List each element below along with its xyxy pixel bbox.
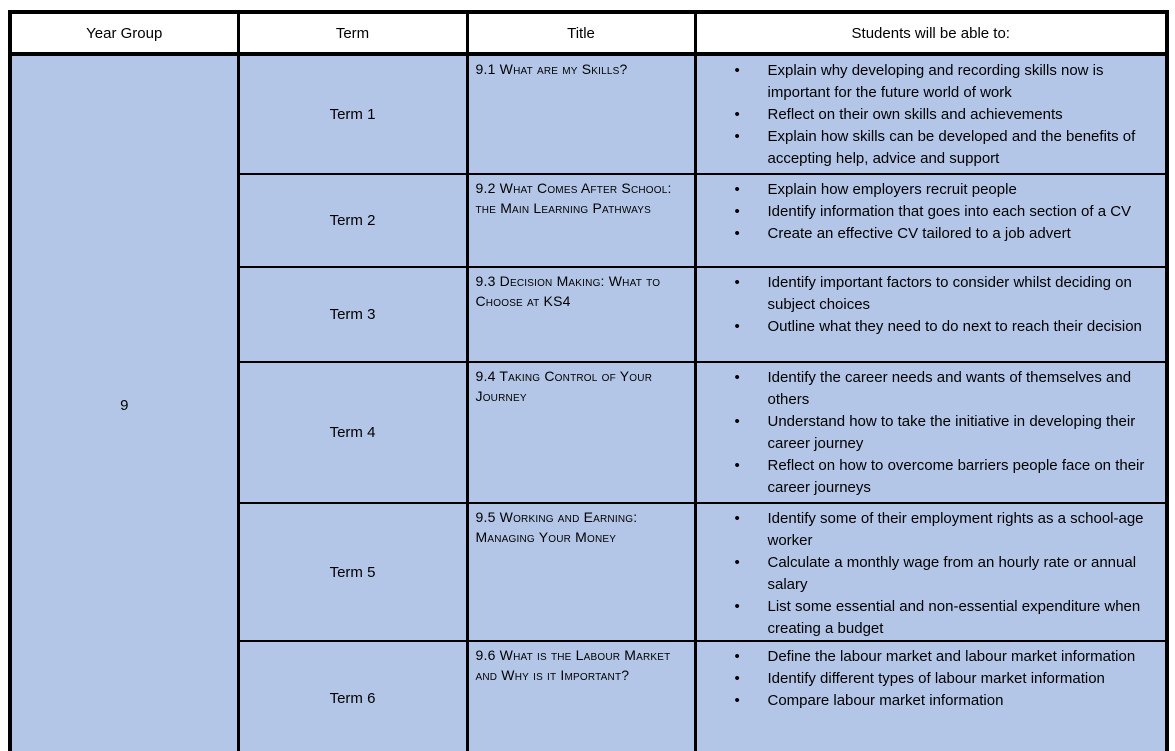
outcomes-cell <box>695 174 1167 267</box>
title-cell: 9.4 Taking Control of Your Journey <box>467 362 695 503</box>
term-cell: Term 2 <box>238 174 467 267</box>
term-cell: Term 3 <box>238 267 467 362</box>
header-outcomes: Students will be able to: <box>695 12 1167 54</box>
outcome-item: • Explain how employers recruit people <box>697 179 1158 201</box>
outcome-item: • Compare labour market information <box>697 690 1158 712</box>
outcomes-cell <box>695 54 1167 174</box>
outcomes-list <box>697 367 1166 499</box>
outcomes-list <box>697 179 1166 245</box>
outcome-item: • List some essential and non-essential expenditure when creating a budget <box>697 596 1158 640</box>
outcomes-cell <box>695 362 1167 503</box>
title-cell: 9.2 What Comes After School: the Main Learning Pathways <box>467 174 695 267</box>
term-cell: Term 6 <box>238 641 467 751</box>
outcome-item: • Identify some of their employment rights as a school-age worker <box>697 508 1158 552</box>
outcome-item: • Reflect on their own skills and achievements <box>697 104 1158 126</box>
title-cell: 9.1 What are my Skills? <box>467 54 695 174</box>
outcome-item: • Outline what they need to do next to reach their decision <box>697 316 1158 338</box>
year-group-cell: 9 <box>10 54 238 751</box>
header-year-group: Year Group <box>10 12 238 54</box>
term-cell: Term 1 <box>238 54 467 174</box>
header-row <box>10 12 1167 54</box>
table-row-term-1 <box>10 54 1167 174</box>
header-title: Title <box>467 12 695 54</box>
outcome-item: • Define the labour market and labour market information <box>697 646 1158 668</box>
title-cell: 9.6 What is the Labour Market and Why is it Important? <box>467 641 695 751</box>
outcome-item: • Identify important factors to consider whilst deciding on subject choices <box>697 272 1158 316</box>
outcome-item: • Create an effective CV tailored to a job advert <box>697 223 1158 245</box>
outcome-item: • Reflect on how to overcome barriers people face on their career journeys <box>697 455 1158 499</box>
title-cell: 9.5 Working and Earning: Managing Your Money <box>467 503 695 641</box>
outcomes-cell <box>695 503 1167 641</box>
outcome-item: • Explain why developing and recording skills now is important for the future world of work <box>697 60 1158 104</box>
term-cell: Term 5 <box>238 503 467 641</box>
outcomes-list <box>697 60 1166 170</box>
curriculum-table <box>8 10 1169 751</box>
term-cell: Term 4 <box>238 362 467 503</box>
outcome-item: • Identify different types of labour market information <box>697 668 1158 690</box>
outcome-item: • Calculate a monthly wage from an hourly rate or annual salary <box>697 552 1158 596</box>
outcome-item: • Identify the career needs and wants of themselves and others <box>697 367 1158 411</box>
outcomes-cell <box>695 267 1167 362</box>
outcome-item: • Understand how to take the initiative in developing their career journey <box>697 411 1158 455</box>
outcomes-cell <box>695 641 1167 751</box>
outcome-item: • Identify information that goes into each section of a CV <box>697 201 1158 223</box>
outcomes-list <box>697 272 1166 338</box>
outcomes-list <box>697 646 1166 712</box>
header-term: Term <box>238 12 467 54</box>
outcome-item: • Explain how skills can be developed and the benefits of accepting help, advice and support <box>697 126 1158 170</box>
title-cell: 9.3 Decision Making: What to Choose at KS4 <box>467 267 695 362</box>
outcomes-list <box>697 508 1166 640</box>
